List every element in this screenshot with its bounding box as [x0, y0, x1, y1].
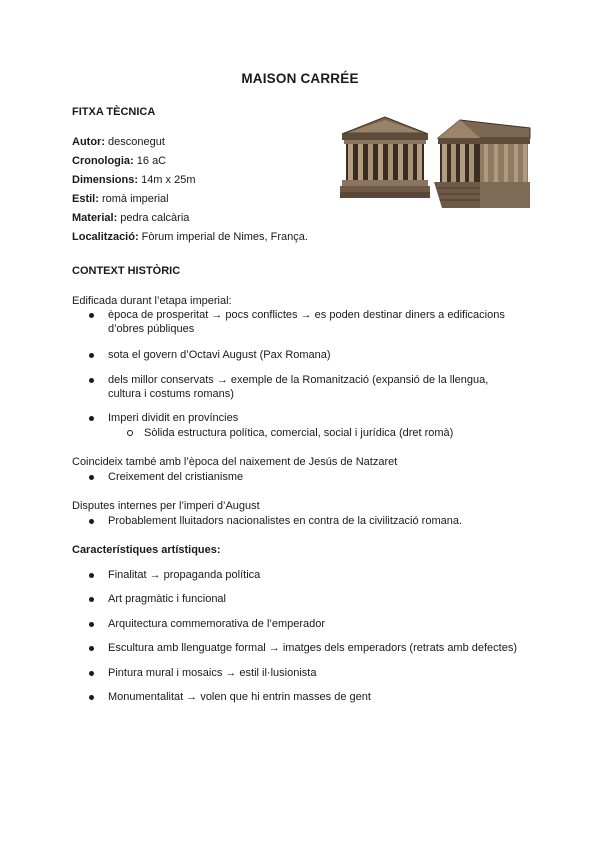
bullet-icon: [89, 622, 94, 627]
fitxa-value: Fòrum imperial de Nimes, França.: [138, 231, 308, 243]
fitxa-label: Autor:: [72, 136, 105, 148]
fitxa-label: Dimensions:: [72, 174, 139, 186]
temple-front-image: [340, 114, 430, 200]
bullet-icon: [89, 695, 94, 700]
list-item-text: dels millor conservats → exemple de la Romanització (expansió de la llengua,: [108, 374, 489, 386]
fitxa-value: 14m x 25m: [138, 174, 196, 186]
fitxa-row-localitzacio: [72, 231, 308, 243]
list-item-text: sota el govern d’Octavi August (Pax Romana): [108, 349, 331, 361]
list-item-text: Probablement lluitadors nacionalistes en contra de la civilització romana.: [108, 515, 463, 527]
fitxa-value: 16 aC: [133, 155, 167, 167]
fitxa-row-dimensions: [72, 174, 195, 186]
fitxa-value: romà imperial: [98, 193, 169, 205]
list-item-text: Arquitectura commemorativa de l’emperador: [108, 618, 326, 630]
list-item-text: Pintura mural i mosaics → estil il·lusionista: [108, 667, 317, 679]
fitxa-value: desconegut: [105, 136, 165, 148]
fitxa-row-estil: [72, 193, 169, 205]
context-intro-2: Coincideix també amb l’època del naixement de Jesús de Natzaret: [72, 456, 398, 468]
context-intro-3: Disputes internes per l’imperi d’August: [72, 500, 260, 512]
bullet-icon: [89, 646, 94, 651]
context-intro-1: Edificada durant l’etapa imperial:: [72, 295, 232, 307]
artistic-heading: Característiques artístiques:: [72, 544, 221, 556]
list-item-text: Creixement del cristianisme: [108, 471, 244, 483]
temple-side-image: [434, 116, 532, 212]
bullet-icon: [89, 313, 94, 318]
list-item-text: d’obres públiques: [108, 323, 195, 335]
fitxa-row-material: [72, 212, 189, 224]
list-item-text: Escultura amb llenguatge formal → imatges dels emperadors (retrats amb defectes): [108, 642, 518, 654]
fitxa-label: Cronologia:: [72, 155, 134, 167]
fitxa-label: Estil:: [72, 193, 99, 205]
list-item-text: Imperi dividit en províncies: [108, 412, 239, 424]
bullet-icon: [89, 475, 94, 480]
bullet-icon: [89, 378, 94, 383]
fitxa-value: pedra calcària: [117, 212, 190, 224]
fitxa-label: Material:: [72, 212, 118, 224]
sub-list-item-text: Sòlida estructura política, comercial, social i jurídica (dret romà): [144, 427, 454, 439]
list-item-text: Art pragmàtic i funcional: [108, 593, 226, 605]
list-item-text: Finalitat → propaganda política: [108, 569, 261, 581]
fitxa-heading: FITXA TÈCNICA: [72, 106, 156, 118]
bullet-icon: [89, 416, 94, 421]
fitxa-row-autor: [72, 136, 165, 148]
hollow-bullet-icon: [127, 430, 133, 436]
fitxa-row-cronologia: [72, 155, 166, 167]
page-title: MAISON CARRÉE: [241, 71, 359, 86]
bullet-icon: [89, 353, 94, 358]
bullet-icon: [89, 597, 94, 602]
bullet-icon: [89, 573, 94, 578]
list-item-text: cultura i costums romans): [108, 388, 234, 400]
bullet-icon: [89, 671, 94, 676]
fitxa-label: Localització:: [72, 231, 139, 243]
bullet-icon: [89, 519, 94, 524]
list-item-text: època de prosperitat → pocs conflictes → es poden destinar diners a edificacions: [108, 309, 505, 321]
list-item-text: Monumentalitat → volen que hi entrin masses de gent: [108, 691, 371, 703]
context-heading: CONTEXT HISTÒRIC: [72, 265, 181, 277]
